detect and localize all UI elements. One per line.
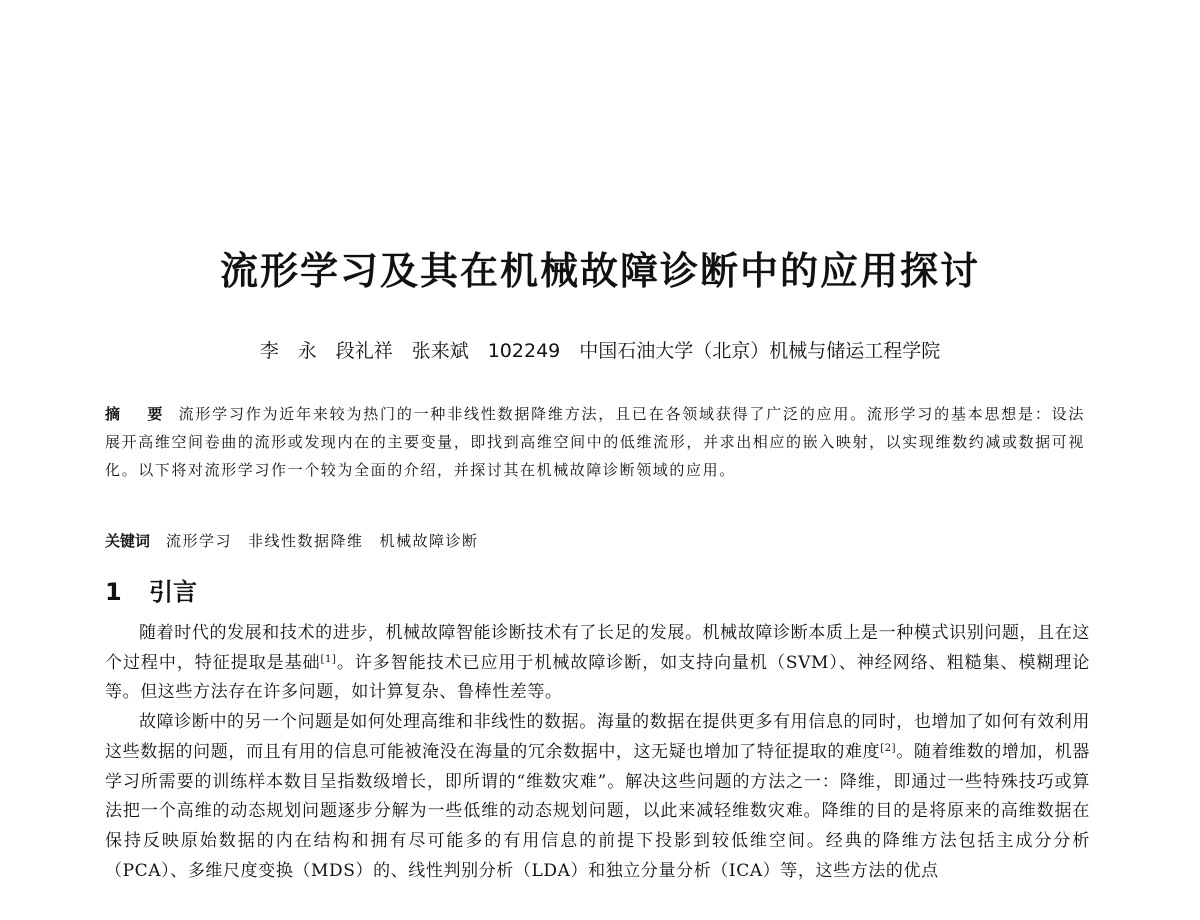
keywords bbox=[105, 530, 1085, 551]
citation-ref: [2] bbox=[880, 742, 897, 754]
citation-ref: [1] bbox=[320, 653, 337, 665]
paragraph-text: 随着时代的发展和技术的进步，机械故障智能诊断技术有了长足的发展。机械故障诊断本质上是一种模式识别问题，且在这个过程中，特征提取是基础 bbox=[105, 623, 1090, 673]
paragraph bbox=[105, 619, 1090, 708]
keyword-item: 非线性数据降维 bbox=[248, 532, 364, 550]
abstract-text: 流形学习作为近年来较为热门的一种非线性数据降维方法，且已在各领域获得了广泛的应用。流形学习的基本思想是：设法展开高维空间卷曲的流形或发现内在的主要变量，即找到高维空间中的低维流形，并求出相应的嵌入映射，以实现维数约减或数据可视化。以下将对流形学习作一个较为全面的介绍，并探讨其在机械故障诊断领域的应用。 bbox=[105, 405, 1085, 479]
section-number: 1 bbox=[105, 578, 122, 606]
body-text bbox=[105, 619, 1090, 886]
section-heading bbox=[105, 572, 197, 607]
section-title: 引言 bbox=[149, 578, 197, 606]
paragraph bbox=[105, 708, 1090, 886]
abstract bbox=[105, 400, 1085, 484]
keywords-label: 关键词 bbox=[105, 532, 151, 550]
abstract-label: 摘 要 bbox=[105, 405, 169, 423]
paragraph-text: 故障诊断中的另一个问题是如何处理高维和非线性的数据。海量的数据在提供更多有用信息的同时，也增加了如何有效利用这些数据的问题，而且有用的信息可能被淹没在海量的冗余数据中，这无疑也增加了特征提取的难度 bbox=[105, 712, 1090, 762]
keyword-item: 机械故障诊断 bbox=[379, 532, 479, 550]
authors-affiliation: 李 永 段礼祥 张来斌 102249 中国石油大学（北京）机械与储运工程学院 bbox=[259, 340, 941, 362]
paragraph-text: 。随着维数的增加，机器学习所需要的训练样本数目呈指数级增长，即所谓的“维数灾难”。解决这些问题的方法之一：降维，即通过一些特殊技巧或算法把一个高维的动态规划问题逐步分解为一些低维的动态规划问题，以此来减轻维数灾难。降维的目的是将原来的高维数据在保持反映原始数据的内在结构和拥有尽可能多的有用信息的前提下投影到较低维空间。经典的降维方法包括主成分分析（PCA）、多维尺度变换（MDS）的、线性判别分析（LDA）和独立分量分析（ICA）等，这些方法的优点 bbox=[105, 741, 1090, 881]
paragraph-text: 。许多智能技术已应用于机械故障诊断，如支持向量机（SVM）、神经网络、粗糙集、模糊理论等。但这些方法存在许多问题，如计算复杂、鲁棒性差等。 bbox=[105, 652, 1090, 703]
keyword-item: 流形学习 bbox=[166, 532, 233, 550]
paper-title: 流形学习及其在机械故障诊断中的应用探讨 bbox=[219, 248, 980, 293]
